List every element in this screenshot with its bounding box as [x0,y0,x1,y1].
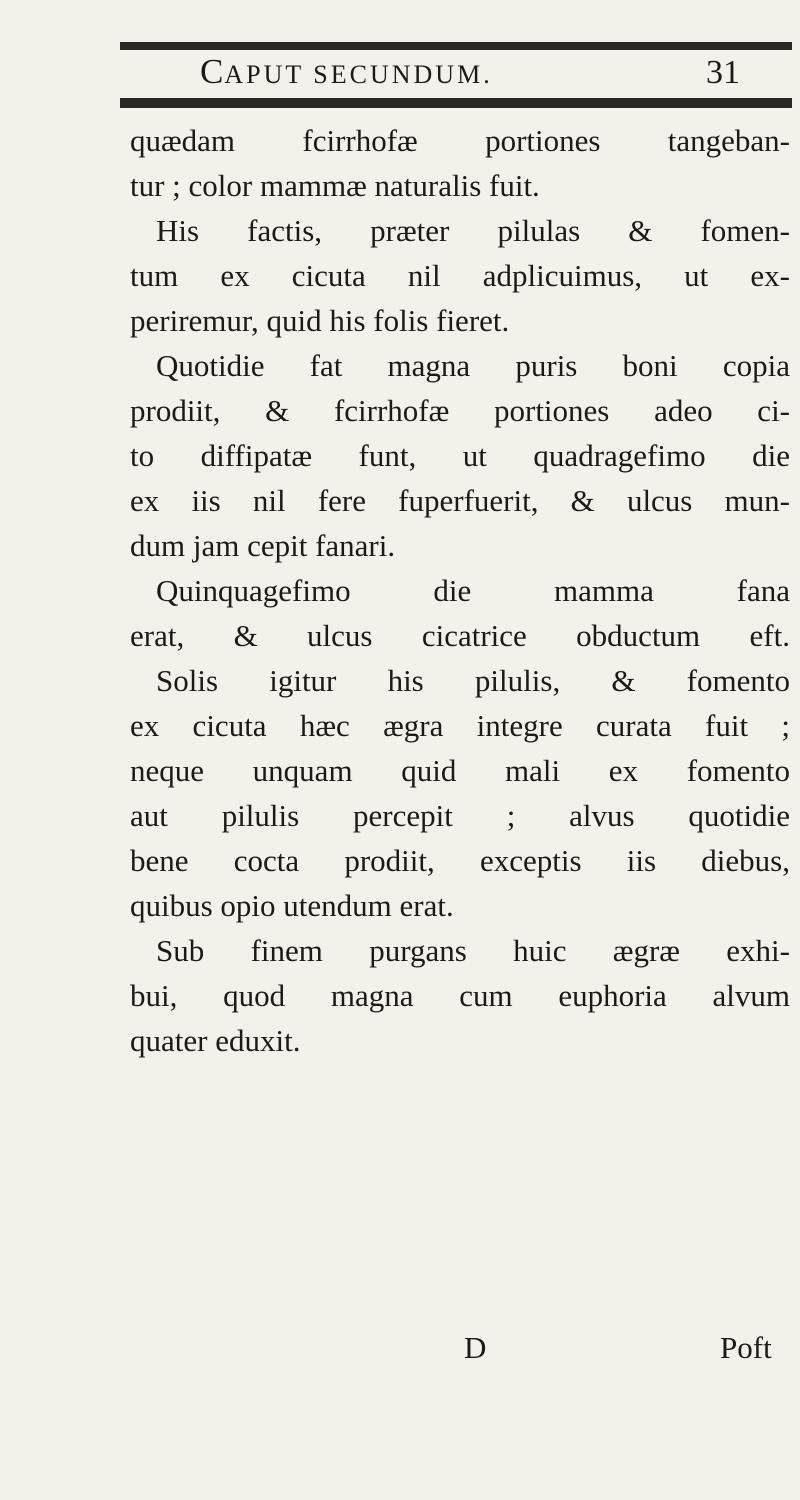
text-line: tur ; color mammæ naturalis fuit. [130,168,540,203]
running-head [120,52,792,96]
text-line: erat, & ulcus cicatrice obductum eft. [130,618,790,653]
catchword: Poft [720,1330,772,1365]
text-line: His factis, præter pilulas & fomen- [156,213,790,248]
page-number: 31 [706,54,740,91]
chapter-title [200,52,493,92]
text-line: tum ex cicuta nil adplicuimus, ut ex- [130,258,790,293]
body-text [130,118,790,1063]
text-line: quater eduxit. [130,1023,301,1058]
text-line: bui, quod magna cum euphoria alvum [130,978,790,1013]
text-line: neque unquam quid mali ex fomento [130,753,790,788]
text-line: Quinquagefimo die mamma fana [156,573,790,608]
text-line: Sub finem purgans huic ægræ exhi- [156,933,790,968]
text-line: Solis igitur his pilulis, & fomento [156,663,790,698]
text-line: Quotidie fat magna puris boni copia [156,348,790,383]
page-footer [0,1330,800,1370]
text-line: ex iis nil fere fuperfuerit, & ulcus mun- [130,483,790,518]
text-line: bene cocta prodiit, exceptis iis diebus, [130,843,790,878]
text-line: dum jam cepit fanari. [130,528,396,563]
text-line: prodiit, & fcirrhofæ portiones adeo ci- [130,393,790,428]
text-line: quædam fcirrhofæ portiones tangeban- [130,123,790,158]
text-line: aut pilulis percepit ; alvus quotidie [130,798,790,833]
signature-mark: D [464,1330,487,1365]
text-line: to diffipatæ funt, ut quadragefimo die [130,438,790,473]
header-rule-bottom [120,98,792,108]
chapter-title-rest: APUT SECUNDUM. [224,60,493,89]
text-line: quibus opio utendum erat. [130,888,454,923]
text-line: ex cicuta hæc ægra integre curata fuit ; [130,708,790,743]
text-line: periremur, quid his folis fieret. [130,303,510,338]
chapter-title-initial: C [200,52,225,91]
header-rule-top [120,42,792,50]
